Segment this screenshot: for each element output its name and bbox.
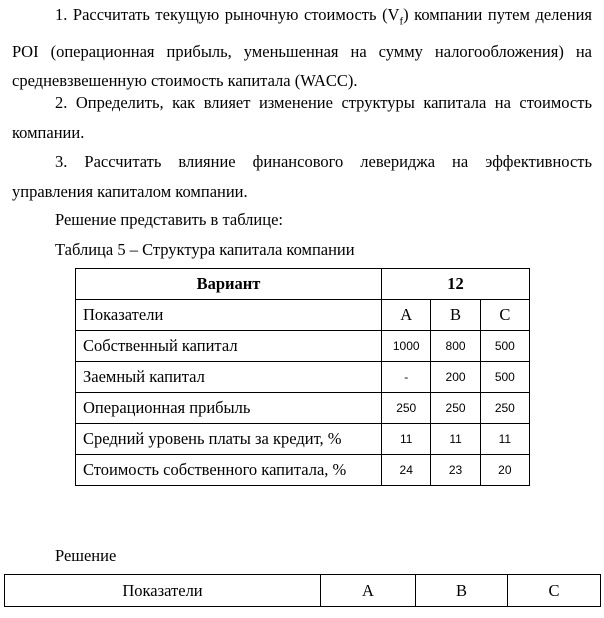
cell-value: 1000 <box>381 331 430 362</box>
column-a-header: A <box>381 300 430 331</box>
task-1-text-rest: ) компании путем деления POI (операционная прибыль, уменьшенная на сумму налогообложения) на средневзвешенную стоимость капитала (WACC). <box>12 5 592 91</box>
column-b-header: B <box>431 300 480 331</box>
task-2-text: 2. Определить, как влияет изменение структуры капитала на стоимость компании. <box>12 93 592 142</box>
cell-value: 800 <box>431 331 480 362</box>
row-label: Заемный капитал <box>76 362 382 393</box>
header-label: Показатели <box>76 300 382 331</box>
cell-value: 250 <box>480 393 529 424</box>
cell-value: 23 <box>431 455 480 486</box>
cell-value: 250 <box>431 393 480 424</box>
task-1-subscript: f <box>399 15 404 28</box>
cell-value: 250 <box>381 393 430 424</box>
solution-table <box>4 574 601 607</box>
task-paragraph-3 <box>12 147 592 206</box>
solution-intro: Решение представить в таблице: <box>55 210 283 229</box>
table-row <box>76 424 530 455</box>
task-paragraph-2 <box>12 88 592 147</box>
column-a-header: A <box>321 575 416 607</box>
variant-value: 12 <box>381 269 529 300</box>
row-label: Средний уровень платы за кредит, % <box>76 424 382 455</box>
cell-value: - <box>381 362 430 393</box>
cell-value: 200 <box>431 362 480 393</box>
table-caption: Таблица 5 – Структура капитала компании <box>55 240 355 259</box>
table-row <box>76 331 530 362</box>
table-row <box>76 393 530 424</box>
capital-structure-table <box>75 268 530 486</box>
variant-label: Вариант <box>76 269 382 300</box>
table-row-header <box>5 575 601 607</box>
cell-value: 11 <box>381 424 430 455</box>
table-row <box>76 455 530 486</box>
column-c-header: C <box>508 575 601 607</box>
row-label: Стоимость собственного капитала, % <box>76 455 382 486</box>
row-label: Собственный капитал <box>76 331 382 362</box>
table-row <box>76 362 530 393</box>
table-row-header <box>76 300 530 331</box>
cell-value: 500 <box>480 331 529 362</box>
cell-value: 24 <box>381 455 430 486</box>
table-row-variant <box>76 269 530 300</box>
header-label: Показатели <box>5 575 321 607</box>
column-c-header: C <box>480 300 529 331</box>
cell-value: 11 <box>480 424 529 455</box>
row-label: Операционная прибыль <box>76 393 382 424</box>
cell-value: 500 <box>480 362 529 393</box>
column-b-header: B <box>416 575 508 607</box>
solution-label: Решение <box>55 546 117 565</box>
task-3-text: 3. Рассчитать влияние финансового левериджа на эффективность управления капиталом компании. <box>12 152 592 201</box>
cell-value: 11 <box>431 424 480 455</box>
cell-value: 20 <box>480 455 529 486</box>
task-1-text: 1. Рассчитать текущую рыночную стоимость (V <box>55 5 400 24</box>
task-paragraph-1 <box>12 0 592 96</box>
